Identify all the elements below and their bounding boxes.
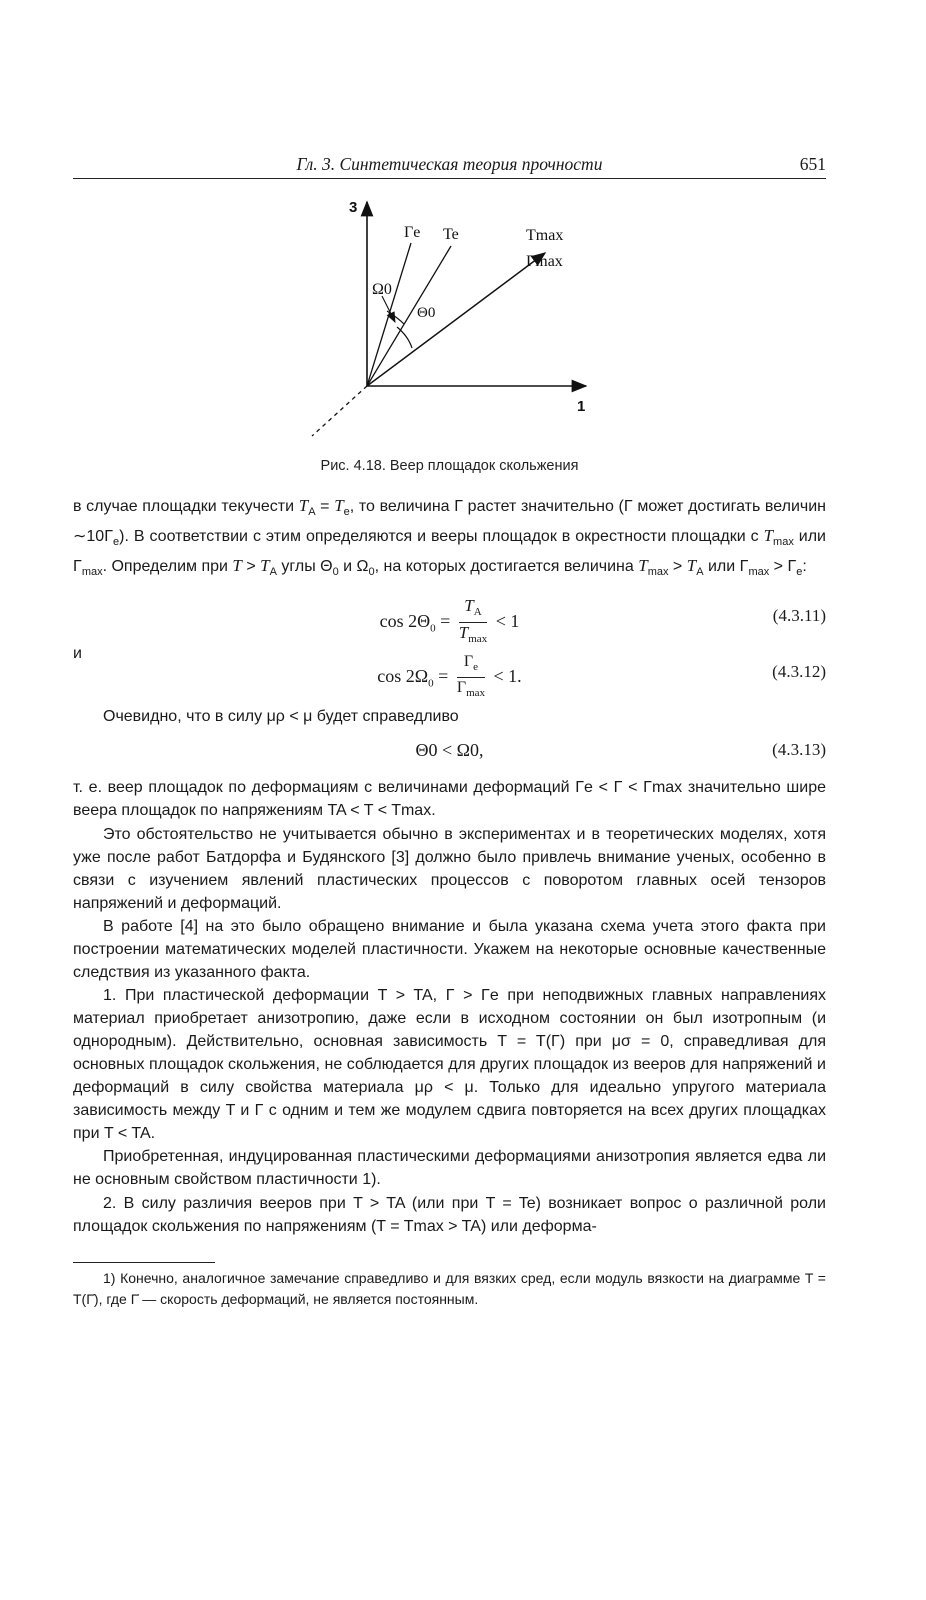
- omega-0-label: Ω0: [372, 281, 392, 298]
- conjunction-and: и: [73, 645, 82, 662]
- slip-fan-figure: [300, 196, 600, 446]
- t-e-label: Te: [443, 226, 459, 243]
- arc-theta: [397, 327, 412, 348]
- footnote: 1) Конечно, аналогичное замечание справедливо и для вязких сред, если модуль вязкости на диаграмме T = T(Γ̇), где Γ̇ — скорость деформаций, не является постоянным.: [73, 1270, 826, 1307]
- page-number: 651: [799, 154, 826, 174]
- t-max-label: Tmax: [526, 227, 564, 244]
- slip-fan-diagram: [300, 196, 600, 446]
- paragraph-3: т. е. веер площадок по деформациям с величинами деформаций Γe < Γ < Γmax значительно шире веера площадок по напряжениям TA < T < Tmax.: [73, 779, 826, 819]
- running-header: [73, 152, 826, 179]
- gamma-e-label: Γe: [404, 224, 421, 241]
- ray-gamma-e: [367, 243, 411, 386]
- paragraph-5: В работе [4] на это было обращено внимание и была указана схема учета этого факта при построении математических моделей пластичности. Укажем на некоторые основные качественные следствия из указанного факта.: [73, 918, 826, 981]
- paragraph-6: 1. При пластической деформации T > TA, Γ > Γe при неподвижных главных направлениях материал приобретает анизотропию, даже если в исходном состоянии он был изотропным (и однородным). Действительно, основная зависимость T = T(Γ) при μσ = 0, справедливая для основных площадок скольжения, не соблюдается для других площадок из вееров для напряжений и деформаций в силу свойства материала μρ < μ. Только для идеально упругого материала зависимость между T и Γ с одним и тем же модулем сдвига повторяется на всех других площадках при T < TA.: [73, 987, 826, 1142]
- ray-t-e: [367, 246, 451, 386]
- theta-0-label: Θ0: [417, 305, 436, 321]
- paragraph-2: Очевидно, что в силу μρ < μ будет справедливо: [103, 708, 459, 725]
- paragraph-7: Приобретенная, индуцированная пластическими деформациями анизотропия является едва ли не основным свойством пластичности 1).: [73, 1148, 826, 1188]
- chapter-title: Гл. 3. Синтетическая теория прочности: [296, 154, 603, 174]
- paragraph-1: в случае площадки текучести $T_A = T_e$, то величина Γ растет значительно (Γ может достигать величин $\sim 10\Gamma_e$). В соответствии с этим определяются и вееры площадок в окрестности площадки с $T_{max}$ или $\Gamma_{max}$. Определим при $T > T_A$ углы $\Theta_0$ и $\Omega_0$, на которых достигается величина $T_{max} > T_A$ или $\Gamma_{max} > \Gamma_e$:: [73, 496, 827, 579]
- equation-4-3-11: $\cos 2\Theta_0$ = $\frac{T_A}{T_{max}}$ < 1 (4.3.11): [379, 596, 826, 646]
- axis-1-label: 1: [577, 398, 586, 415]
- arc-omega: [387, 311, 404, 324]
- equation-4-3-12: $\cos 2\Omega_0$ = $\frac{\Gamma_e}{\Gamma_{max}}$ < 1. (4.3.12): [377, 653, 826, 700]
- gamma-max-label: Γmax: [526, 253, 563, 270]
- axis-2-dashed: [312, 386, 367, 436]
- paragraph-4: Это обстоятельство не учитывается обычно в экспериментах и в теоретических моделях, хотя уже после работ Батдорфа и Будянского [3] должно было привлечь внимание ученых, особенно в связи с изучением явлений пластических процессов с поворотом главных осей тензоров напряжений и деформаций.: [73, 826, 826, 912]
- figure-caption: Рис. 4.18. Веер площадок скольжения: [320, 458, 579, 474]
- paragraph-8: 2. В силу различия вееров при T > TA (или при T = Te) возникает вопрос о различной роли площадок скольжения по напряжениям (T = Tmax > TA) или деформа-: [73, 1195, 826, 1235]
- footnote-rule: [73, 1262, 215, 1263]
- equation-4-3-13: Θ0 < Ω0, (4.3.13): [415, 740, 826, 760]
- axis-3-label: 3: [349, 199, 358, 216]
